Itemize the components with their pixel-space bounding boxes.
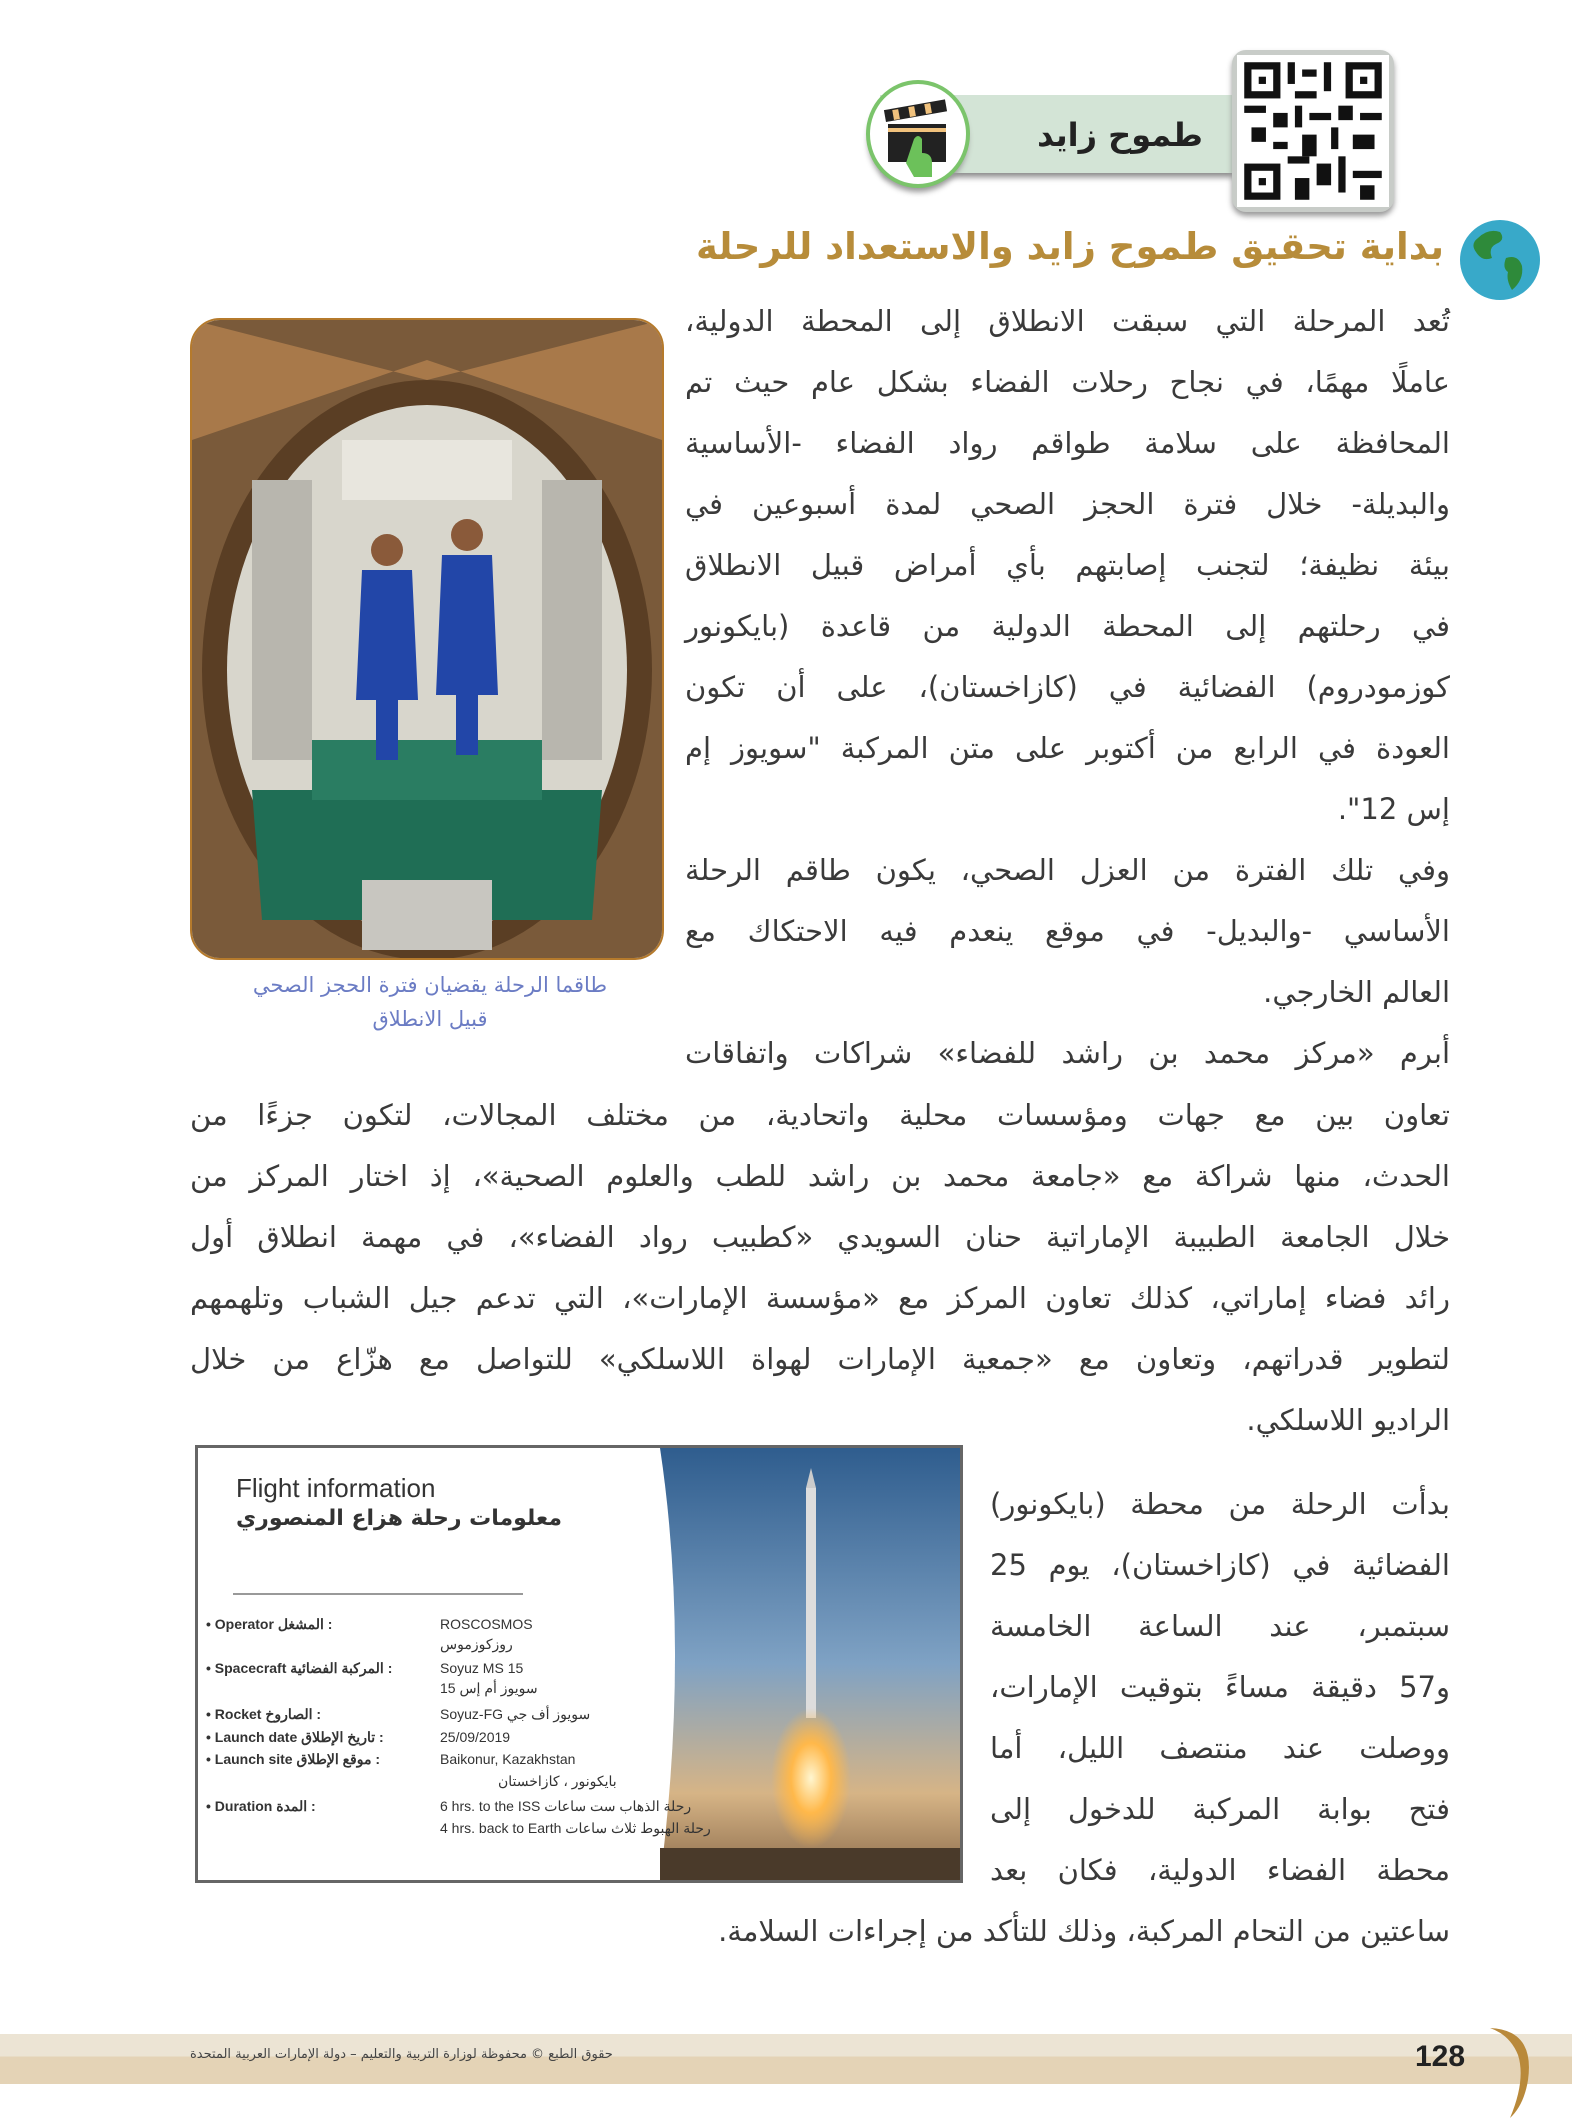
page-number: 128 [1415, 2040, 1466, 2073]
paragraph-block-narrow [685, 291, 1450, 1084]
flight-info-label: • Spacecraft المركبة الفضائية : [206, 1660, 393, 1676]
rocket-launch-image [660, 1448, 960, 1880]
text-line: المحافظة على سلامة طواقم رواد الفضاء -الأساسية [685, 426, 1450, 460]
photo-caption [200, 968, 660, 1036]
flight-info-label: • Launch site موقع الإطلاق : [206, 1751, 381, 1767]
flight-info-label: • Operator المشغل : [206, 1616, 333, 1632]
flight-info-value: 6 hrs. to the ISS رحلة الذهاب ست ساعات [440, 1798, 692, 1814]
flight-info-title: Flight information [236, 1473, 436, 1503]
text-line: و57 دقيقة مساءً بتوقيت الإمارات، [990, 1670, 1450, 1704]
astronauts-quarantine-image [192, 320, 662, 958]
text-line: سبتمبر، عند الساعة الخامسة [990, 1609, 1450, 1643]
text-line: وفي تلك الفترة من العزل الصحي، يكون طاقم الرحلة [685, 853, 1450, 887]
flight-info-value: روزكوزموس [440, 1636, 513, 1652]
flight-info-value: سويوز أم إس 15 [440, 1680, 538, 1696]
text-line: كوزمودروم) الفضائية في (كازاخستان)، على أن تكون [685, 670, 1450, 704]
text-line: ساعتين من التحام المركبة، وذلك للتأكد من إجراءات السلامة. [718, 1914, 1450, 1948]
text-line: تُعد المرحلة التي سبقت الانطلاق إلى المحطة الدولية، [685, 304, 1450, 338]
section-label: طموح زايد [1037, 116, 1203, 154]
flight-info-title-arabic: معلومات رحلة هزاع المنصوري [236, 1506, 562, 1531]
qr-code-icon [1237, 55, 1389, 207]
text-line: بدأت الرحلة من محطة (بايكونور) [990, 1487, 1450, 1521]
flight-info-value: Soyuz MS 15 [440, 1660, 524, 1676]
text-line: ووصلت عند منتصف الليل، أما [990, 1731, 1450, 1765]
text-line: العالم الخارجي. [1263, 975, 1450, 1009]
text-line: محطة الفضاء الدولية، فكان بعد [990, 1853, 1450, 1887]
clapperboard-touch-icon [870, 84, 966, 184]
text-line: الراديو اللاسلكي. [1246, 1403, 1450, 1437]
flight-info-value: بايكونور ، كازاخستان [498, 1773, 617, 1789]
section-title: بداية تحقيق طموح زايد والاستعداد للرحلة [696, 225, 1444, 268]
text-line: إس 12". [1337, 792, 1450, 826]
paragraph-block-side [990, 1474, 1450, 1901]
flight-info-value: 4 hrs. back to Earth رحلة الهبوط ثلاث ساعات [440, 1820, 711, 1836]
video-button[interactable] [866, 80, 970, 188]
copyright-text: حقوق الطبع © محفوظة لوزارة التربية والتعليم – دولة الإمارات العربية المتحدة [190, 2047, 613, 2062]
text-line: فتح بوابة المركبة للدخول إلى [990, 1792, 1450, 1826]
text-line: والبديلة- خلال فترة الحجز الصحي لمدة أسبوعين في [685, 487, 1450, 521]
text-line: أبرم «مركز محمد بن راشد للفضاء» شراكات واتفاقات [685, 1036, 1450, 1070]
flight-info-label: • Rocket الصاروخ : [206, 1706, 322, 1722]
text-line: الحدث، منها شراكة مع «جامعة محمد بن راشد للطب والعلوم الصحية»، إذ اختار المركز من [190, 1159, 1450, 1193]
text-line: الأساسي -والبديل- في موقع ينعدم فيه الاحتكاك مع [685, 914, 1450, 948]
text-line: الفضائية في (كازاخستان)، يوم 25 [990, 1548, 1450, 1582]
text-line: في رحلتهم إلى المحطة الدولية من قاعدة (بايكونور [685, 609, 1450, 643]
flight-info-label: • Duration المدة : [206, 1798, 316, 1814]
paragraph-block-wide [190, 1085, 1450, 1451]
text-line: عاملًا مهمًا، في نجاح رحلات الفضاء بشكل عام حيث تم [685, 365, 1450, 399]
flight-info-value: 25/09/2019 [440, 1729, 511, 1745]
qr-code[interactable] [1232, 50, 1394, 212]
flight-info-value: Soyuz-FG سويوز أف جي [440, 1706, 591, 1722]
flight-info-value: ROSCOSMOS [440, 1616, 533, 1632]
flight-info-label: • Launch date تاريخ الإطلاق : [206, 1729, 384, 1745]
text-line: تعاون بين مع جهات ومؤسسات محلية واتحادية، من مختلف المجالات، لتكون جزءًا من [190, 1098, 1450, 1132]
text-line: العودة في الرابع من أكتوبر على متن المركبة "سويوز إم [685, 731, 1450, 765]
text-line: رائد فضاء إماراتي، كذلك تعاون المركز مع «مؤسسة الإمارات»، التي تدعم جيل الشباب وتلهمهم [190, 1281, 1450, 1315]
text-line: لتطوير قدراتهم، وتعاون مع «جمعية الإمارات لهواة اللاسلكي» للتواصل مع هزّاع من خلال [190, 1342, 1450, 1376]
paragraph-block-final [190, 1901, 1450, 1962]
flight-information-card [195, 1445, 963, 1883]
caption-line: قبيل الانطلاق [372, 1007, 488, 1031]
text-line: بيئة نظيفة؛ لتجنب إصابتهم بأي أمراض قبيل الانطلاق [685, 548, 1450, 582]
globe-icon [1458, 218, 1542, 302]
caption-line: طاقما الرحلة يقضيان فترة الحجز الصحي [252, 973, 608, 997]
astronauts-photo [190, 318, 664, 960]
divider [233, 1593, 523, 1595]
flight-info-value: Baikonur, Kazakhstan [440, 1751, 576, 1767]
decorative-arc-icon [1480, 2020, 1540, 2120]
text-line: خلال الجامعة الطبيبة الإماراتية حنان السويدي «كطبيب رواد الفضاء»، في مهمة انطلاق أول [190, 1220, 1450, 1254]
